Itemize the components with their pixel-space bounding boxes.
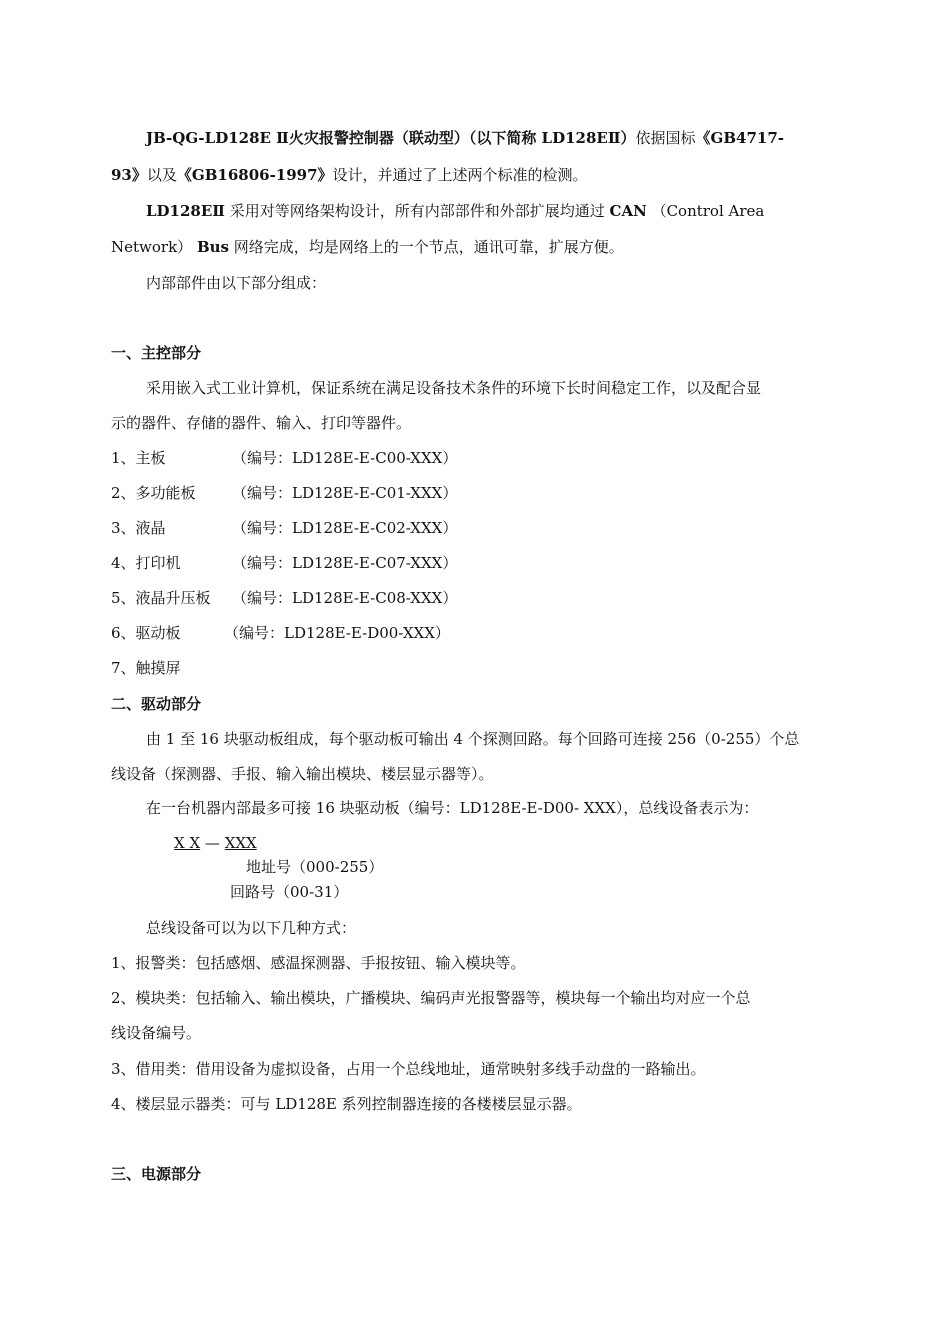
device-type-floor-display: 4、楼层显示器类：可与 LD128E 系列控制器连接的各楼楼层显示器。 bbox=[111, 1095, 582, 1113]
intro-text: 采用对等网络架构设计，所有内部部件和外部扩展均通过 bbox=[224, 202, 610, 220]
intro-paragraph-2-line-1 bbox=[146, 201, 764, 221]
intro-text: 依据国标 bbox=[635, 129, 696, 147]
component-item-name: 5、液晶升压板 bbox=[111, 589, 211, 607]
component-item-name: 4、打印机 bbox=[111, 554, 181, 572]
component-item-code: （编号：LD128E-E-C07-XXX） bbox=[232, 554, 458, 572]
intro-text: （Control Area bbox=[646, 202, 765, 220]
component-item-name: 6、驱动板 bbox=[111, 624, 181, 642]
section-2-desc-line-1: 由 1 至 16 块驱动板组成，每个驱动板可输出 4 个探测回路。每个回路可连接 256（0-255）个总 bbox=[146, 730, 800, 748]
address-format bbox=[174, 833, 257, 853]
intro-text: 以及 bbox=[146, 166, 177, 184]
component-item-name: 7、触摸屏 bbox=[111, 659, 181, 677]
component-item-code: （编号：LD128E-E-C02-XXX） bbox=[232, 519, 458, 537]
loop-number-placeholder: X X bbox=[174, 834, 201, 852]
intro-paragraph-3: 内部部件由以下部分组成： bbox=[146, 274, 327, 292]
component-item-code: （编号：LD128E-E-C00-XXX） bbox=[232, 449, 458, 467]
component-item-name: 3、液晶 bbox=[111, 519, 166, 537]
section-1-desc-line-1: 采用嵌入式工业计算机，保证系统在满足设备技术条件的环境下长时间稳定工作，以及配合显 bbox=[146, 379, 762, 397]
bus-term: Bus bbox=[196, 238, 229, 256]
product-short-name: LD128EⅡ bbox=[146, 202, 225, 220]
device-type-module-line-1: 2、模块类：包括输入、输出模块，广播模块、编码声光报警器等，模块每一个输出均对应一个总 bbox=[111, 989, 751, 1007]
section-2-heading: 二、驱动部分 bbox=[111, 695, 202, 713]
intro-paragraph-2-line-2 bbox=[111, 237, 624, 257]
intro-paragraph-1-line-1 bbox=[146, 128, 784, 148]
section-1-desc-line-2: 示的器件、存储的器件、输入、打印等器件。 bbox=[111, 414, 412, 432]
device-types-intro: 总线设备可以为以下几种方式： bbox=[146, 919, 357, 937]
standard-gb4717: 《GB4717- bbox=[695, 129, 784, 147]
component-item-code: （编号：LD128E-E-C01-XXX） bbox=[232, 484, 458, 502]
address-number-placeholder: XXX bbox=[224, 834, 257, 852]
product-name: JB-QG-LD128E Ⅱ火灾报警控制器（联动型）（以下简称 LD128EⅡ） bbox=[146, 129, 636, 147]
component-item-code: （编号：LD128E-E-D00-XXX） bbox=[224, 624, 450, 642]
standard-gb16806: 《GB16806-1997》 bbox=[176, 166, 333, 184]
component-item-code: （编号：LD128E-E-C08-XXX） bbox=[232, 589, 458, 607]
section-2-desc-line-3: 在一台机器内部最多可接 16 块驱动板（编号：LD128E-E-D00- XXX），总线设备表示为： bbox=[146, 799, 759, 817]
section-2-desc-line-2: 线设备（探测器、手报、输入输出模块、楼层显示器等）。 bbox=[111, 765, 494, 783]
device-type-alarm: 1、报警类：包括感烟、感温探测器、手报按钮、输入模块等。 bbox=[111, 954, 526, 972]
loop-number-label: 回路号（00-31） bbox=[230, 883, 349, 901]
intro-text: 设计，并通过了上述两个标准的检测。 bbox=[332, 166, 588, 184]
intro-text: 网络完成，均是网络上的一个节点，通讯可靠，扩展方便。 bbox=[228, 238, 624, 256]
device-type-module-line-2: 线设备编号。 bbox=[111, 1024, 202, 1042]
section-1-heading: 一、主控部分 bbox=[111, 344, 202, 362]
intro-text: Network） bbox=[111, 238, 197, 256]
intro-paragraph-1-line-2 bbox=[111, 165, 588, 185]
component-item-name: 1、主板 bbox=[111, 449, 166, 467]
device-type-borrowed: 3、借用类：借用设备为虚拟设备，占用一个总线地址，通常映射多线手动盘的一路输出。 bbox=[111, 1060, 706, 1078]
section-3-heading: 三、电源部分 bbox=[111, 1165, 202, 1183]
can-term: CAN bbox=[609, 202, 647, 220]
format-dash: — bbox=[200, 834, 225, 852]
standard-gb4717-year: 93》 bbox=[111, 166, 147, 184]
component-item-name: 2、多功能板 bbox=[111, 484, 196, 502]
address-number-label: 地址号（000-255） bbox=[246, 858, 384, 876]
